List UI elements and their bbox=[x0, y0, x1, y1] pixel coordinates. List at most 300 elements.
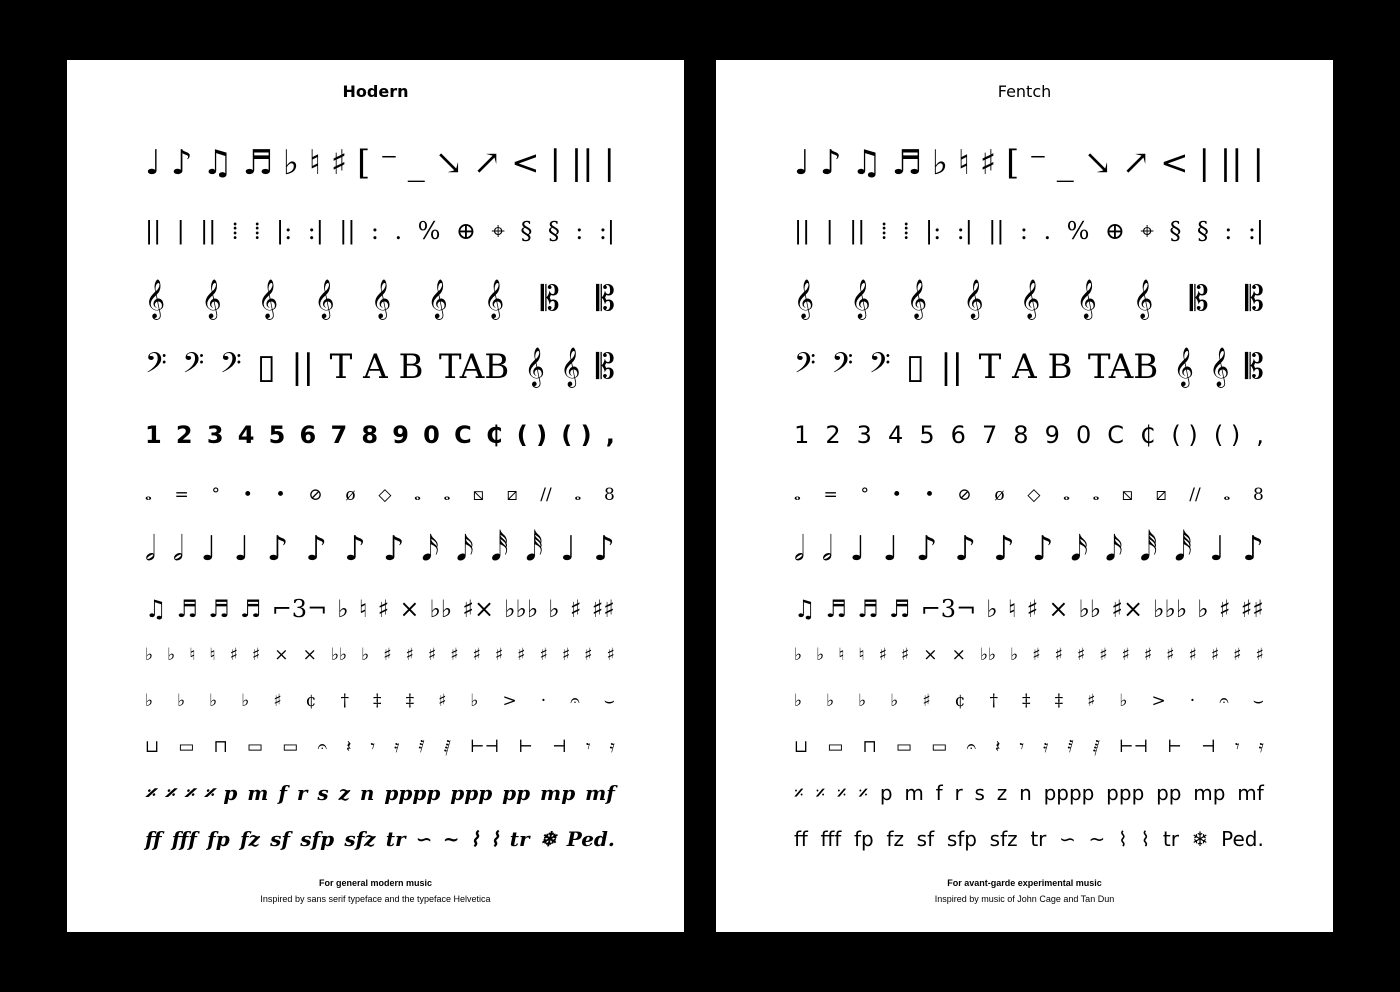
glyph: ♯ bbox=[251, 644, 261, 665]
glyph: 𝄡 bbox=[1245, 279, 1264, 319]
glyph: ♫ bbox=[202, 143, 233, 183]
glyph: sfp bbox=[946, 827, 977, 851]
sheet-title: Fentch bbox=[997, 82, 1052, 101]
glyph: ♭ bbox=[241, 690, 250, 711]
row-dynamics-2 bbox=[794, 822, 1264, 856]
glyph: 𝄞 bbox=[907, 279, 928, 319]
glyph: ⌣ bbox=[1252, 690, 1264, 711]
glyph: 𝄢 bbox=[219, 347, 242, 387]
glyph: ▯ bbox=[257, 347, 276, 387]
glyph: ♯ bbox=[1166, 644, 1175, 665]
row-notes bbox=[794, 138, 1264, 188]
glyph: ( ) bbox=[516, 421, 548, 449]
row-barlines bbox=[794, 206, 1264, 256]
glyph: 𝄾 bbox=[585, 736, 591, 757]
glyph: ⊢ bbox=[1167, 736, 1182, 757]
glyph: mp bbox=[540, 781, 576, 805]
glyph: p bbox=[223, 781, 238, 805]
glyph: ♬ bbox=[242, 143, 274, 183]
glyph: ♯ bbox=[494, 644, 504, 665]
glyph: 𝄞 bbox=[524, 347, 545, 387]
glyph: 𝄢 bbox=[145, 347, 167, 387]
glyph: ♩ bbox=[849, 529, 866, 569]
glyph: = bbox=[823, 484, 838, 505]
glyph: ♭ bbox=[1119, 690, 1128, 711]
glyph: ♩ bbox=[1209, 529, 1226, 569]
glyph: × bbox=[399, 595, 420, 623]
glyph: ♪ bbox=[993, 529, 1015, 569]
glyph: |: bbox=[925, 217, 942, 245]
glyph: ♯ bbox=[1218, 595, 1231, 623]
glyph: 𝄡 bbox=[595, 347, 615, 387]
glyph: 𝄞 bbox=[145, 279, 166, 319]
glyph: ∽ bbox=[1059, 827, 1076, 851]
glyph: ⊣ bbox=[1201, 736, 1216, 757]
glyph: ‡ bbox=[1022, 690, 1031, 711]
footer-text: Inspired by music of John Cage and Tan Dun bbox=[934, 894, 1115, 904]
glyph: ø bbox=[345, 484, 356, 505]
glyph: ♭♭ bbox=[1078, 595, 1102, 623]
glyph: 𝄿 bbox=[1258, 736, 1264, 757]
glyph: ¢ bbox=[954, 690, 966, 711]
glyph: ♭ bbox=[167, 644, 176, 665]
glyph: TAB bbox=[438, 347, 510, 387]
glyph: ♩ bbox=[233, 529, 250, 569]
glyph: 2 bbox=[825, 421, 841, 449]
glyph: ¢ bbox=[305, 690, 317, 711]
glyph: 𝅝 bbox=[1223, 484, 1231, 505]
glyph: 𝄞 bbox=[1133, 279, 1154, 319]
glyph: | bbox=[549, 143, 561, 183]
glyph: ▭ bbox=[931, 736, 948, 757]
glyph: ⁻ bbox=[380, 143, 398, 183]
glyph: ▭ bbox=[282, 736, 299, 757]
glyph: mp bbox=[1193, 781, 1226, 805]
glyph: 𝅝 bbox=[1063, 484, 1070, 505]
glyph: ⌇ bbox=[1140, 827, 1151, 851]
glyph: pppp bbox=[1043, 781, 1095, 805]
glyph: ♯ bbox=[450, 644, 459, 665]
glyph: ♪ bbox=[305, 529, 328, 569]
glyph: 𝄎 bbox=[794, 781, 804, 805]
glyph: ♯♯ bbox=[591, 595, 615, 623]
glyph: 8 bbox=[603, 484, 615, 505]
glyph: ‡ bbox=[373, 690, 382, 711]
glyph: 9 bbox=[1044, 421, 1060, 449]
glyph: ♮ bbox=[209, 644, 216, 665]
glyph: ▭ bbox=[896, 736, 913, 757]
glyph: ⊕ bbox=[455, 217, 476, 245]
glyph: ▯ bbox=[906, 347, 925, 387]
glyph: , bbox=[1256, 421, 1264, 449]
glyph: :| bbox=[1247, 217, 1264, 245]
glyph: tr bbox=[1030, 827, 1047, 851]
glyph: . bbox=[1043, 217, 1052, 245]
glyph: ♭ bbox=[145, 644, 154, 665]
glyph: 𝅘𝅥𝅰 bbox=[1139, 529, 1158, 569]
glyph: ₵ bbox=[485, 421, 503, 449]
glyph: 𝄐 bbox=[317, 736, 327, 757]
row-flags-accidentals bbox=[794, 592, 1264, 626]
glyph: † bbox=[989, 690, 998, 711]
glyph: 5 bbox=[919, 421, 935, 449]
glyph: 1 bbox=[794, 421, 810, 449]
row-accidentals-2 bbox=[145, 638, 615, 672]
glyph: 6 bbox=[950, 421, 966, 449]
glyph: m bbox=[247, 781, 269, 805]
glyph: ♮ bbox=[358, 595, 368, 623]
glyph: ♩ bbox=[560, 529, 577, 569]
glyph: 𝄎 bbox=[858, 781, 868, 805]
glyph: ♫ bbox=[145, 595, 167, 623]
glyph: 8 bbox=[361, 421, 379, 449]
row-dynamics-2 bbox=[145, 822, 615, 856]
glyph: 𝄿 bbox=[1043, 736, 1049, 757]
glyph: ♭ bbox=[794, 690, 803, 711]
glyph: 𝄡 bbox=[1189, 279, 1209, 319]
glyph: 𝅝 bbox=[414, 484, 421, 505]
sheet-title: Hodern bbox=[342, 82, 409, 101]
glyph: pppp bbox=[384, 781, 441, 805]
glyph: sfp bbox=[300, 827, 335, 851]
glyph: z bbox=[338, 781, 350, 805]
glyph: 7 bbox=[981, 421, 998, 449]
glyph: sfz bbox=[344, 827, 376, 851]
glyph: 𝄡 bbox=[540, 279, 560, 319]
glyph: ( ) bbox=[1213, 421, 1241, 449]
glyph: T A B bbox=[978, 347, 1073, 387]
glyph: ♭ bbox=[1010, 644, 1019, 665]
glyph: 𝄞 bbox=[1209, 347, 1230, 387]
glyph: > bbox=[1151, 690, 1166, 711]
glyph: ( ) bbox=[1171, 421, 1198, 449]
glyph: ♯ bbox=[1026, 595, 1039, 623]
glyph: ⊢⊣ bbox=[469, 736, 500, 757]
glyph: ° bbox=[211, 484, 220, 505]
glyph: ♮ bbox=[838, 644, 845, 665]
glyph: ♪ bbox=[1031, 529, 1054, 569]
glyph: ↘ bbox=[434, 143, 464, 183]
glyph: || bbox=[988, 217, 1005, 245]
glyph: † bbox=[340, 690, 349, 711]
glyph-grid bbox=[145, 138, 615, 868]
glyph: TAB bbox=[1087, 347, 1159, 387]
glyph: 0 bbox=[1075, 421, 1092, 449]
glyph: 𝄞 bbox=[371, 279, 392, 319]
glyph: ♯♯ bbox=[1240, 595, 1264, 623]
glyph: || bbox=[200, 217, 217, 245]
glyph: ⁞ bbox=[231, 217, 239, 245]
glyph: § bbox=[1196, 217, 1209, 245]
glyph: :| bbox=[956, 217, 973, 245]
glyph: 𝄽 bbox=[995, 736, 1001, 757]
glyph: 𝄎 bbox=[203, 781, 214, 805]
glyph: | bbox=[1252, 143, 1264, 183]
glyph: ⌇ bbox=[489, 827, 500, 851]
glyph: mf bbox=[585, 781, 615, 805]
glyph: f bbox=[935, 781, 943, 805]
glyph: 𝅝 bbox=[145, 484, 152, 505]
glyph: ♬ bbox=[240, 595, 262, 623]
hodern-sheet bbox=[67, 60, 684, 932]
glyph: = bbox=[174, 484, 189, 505]
glyph: ♭ bbox=[548, 595, 560, 623]
glyph: · bbox=[1189, 690, 1196, 711]
glyph: // bbox=[1189, 484, 1201, 505]
glyph: ⁞ bbox=[880, 217, 888, 245]
glyph: ♯ bbox=[900, 644, 910, 665]
glyph: ♭ bbox=[794, 644, 803, 665]
glyph: ♬ bbox=[176, 595, 199, 623]
glyph: ‡ bbox=[405, 690, 415, 711]
glyph: r bbox=[954, 781, 963, 805]
glyph: § bbox=[520, 217, 533, 245]
glyph: ⊓ bbox=[213, 736, 228, 757]
glyph: ♯ bbox=[427, 644, 437, 665]
glyph: // bbox=[540, 484, 552, 505]
glyph: ° bbox=[860, 484, 869, 505]
glyph: ‡ bbox=[1054, 690, 1064, 711]
glyph: × bbox=[923, 644, 938, 665]
glyph: || bbox=[145, 217, 162, 245]
glyph: 𝄞 bbox=[1020, 279, 1041, 319]
row-digits bbox=[794, 410, 1264, 460]
glyph: ◇ bbox=[378, 484, 392, 505]
glyph: ⌐3¬ bbox=[271, 595, 328, 623]
footer-heading: For avant-garde experimental music bbox=[947, 878, 1102, 888]
glyph: ~ bbox=[1088, 827, 1106, 851]
glyph: ♯ bbox=[606, 644, 615, 665]
glyph: ♪ bbox=[819, 143, 842, 183]
row-barlines bbox=[145, 206, 615, 256]
glyph: 𝅀 bbox=[418, 736, 425, 757]
glyph: ♭ bbox=[209, 690, 218, 711]
glyph: ♩ bbox=[882, 529, 899, 569]
glyph: • bbox=[891, 484, 902, 505]
glyph: tr bbox=[1162, 827, 1179, 851]
glyph: 𝄡 bbox=[1244, 347, 1264, 387]
glyph: ⊓ bbox=[862, 736, 877, 757]
glyph: 𝅁 bbox=[443, 736, 451, 757]
glyph: ( ) bbox=[561, 421, 592, 449]
glyph: ♭ bbox=[931, 143, 948, 183]
glyph: ♯ bbox=[539, 644, 548, 665]
glyph: 𝄾 bbox=[370, 736, 375, 757]
row-bass bbox=[145, 342, 615, 392]
glyph: ♯ bbox=[561, 644, 571, 665]
glyph: 0 bbox=[423, 421, 440, 449]
glyph: fp bbox=[207, 827, 230, 851]
glyph: ♪ bbox=[344, 529, 366, 569]
glyph: ₵ bbox=[1140, 421, 1156, 449]
glyph: 𝄞 bbox=[314, 279, 335, 319]
glyph: 𝄞 bbox=[560, 347, 581, 387]
glyph: 4 bbox=[887, 421, 904, 449]
glyph: | bbox=[825, 217, 834, 245]
glyph: : bbox=[370, 217, 380, 245]
glyph: 3 bbox=[206, 421, 224, 449]
glyph: ♭♭ bbox=[429, 595, 453, 623]
glyph: ♭ bbox=[470, 690, 479, 711]
glyph: 𝄎 bbox=[836, 781, 847, 805]
glyph: 𝅘𝅥𝅯 bbox=[1105, 529, 1123, 569]
glyph: 𝅁 bbox=[1092, 736, 1100, 757]
glyph: ⌣ bbox=[603, 690, 615, 711]
glyph: ♪ bbox=[382, 529, 405, 569]
glyph: sf bbox=[916, 827, 935, 851]
glyph: Ped. bbox=[566, 827, 615, 851]
glyph: 𝄢 bbox=[794, 347, 816, 387]
glyph: pp bbox=[1156, 781, 1182, 805]
glyph: ♯ bbox=[383, 644, 392, 665]
glyph: ♯ bbox=[273, 690, 282, 711]
glyph: ♯ bbox=[1143, 644, 1153, 665]
glyph: r bbox=[296, 781, 308, 805]
glyph: ♭ bbox=[177, 690, 186, 711]
glyph: 6 bbox=[299, 421, 317, 449]
glyph: 𝄞 bbox=[258, 279, 279, 319]
glyph: ⧄ bbox=[1155, 484, 1167, 505]
glyph: 𝄐 bbox=[1219, 690, 1229, 711]
glyph: ♭ bbox=[361, 644, 370, 665]
glyph: ff bbox=[145, 827, 162, 851]
glyph: ♫ bbox=[851, 143, 882, 183]
glyph: ♯ bbox=[405, 644, 414, 665]
glyph: ♪ bbox=[266, 529, 289, 569]
glyph: × bbox=[274, 644, 289, 665]
glyph: ❄ bbox=[1191, 827, 1209, 851]
glyph: ♯ bbox=[1032, 644, 1041, 665]
footer-text: Inspired by sans serif typeface and the typeface Helvetica bbox=[260, 894, 491, 904]
glyph: 𝅀 bbox=[1067, 736, 1074, 757]
glyph: :| bbox=[598, 217, 615, 245]
row-accidentals-2 bbox=[794, 638, 1264, 672]
glyph: ♪ bbox=[170, 143, 193, 183]
glyph: 𝄾 bbox=[1019, 736, 1024, 757]
glyph: ⊘ bbox=[308, 484, 323, 505]
glyph: 𝄞 bbox=[1076, 279, 1097, 319]
glyph: • bbox=[275, 484, 286, 505]
glyph: 7 bbox=[330, 421, 348, 449]
glyph: || bbox=[849, 217, 866, 245]
glyph: : bbox=[1224, 217, 1233, 245]
glyph: ♬ bbox=[208, 595, 230, 623]
glyph: sfz bbox=[989, 827, 1018, 851]
glyph: 𝅘𝅥𝅯 bbox=[421, 529, 440, 569]
glyph: fp bbox=[853, 827, 874, 851]
glyph: 𝅗𝅥 bbox=[794, 529, 805, 569]
glyph: ♯ bbox=[472, 644, 481, 665]
glyph: 5 bbox=[268, 421, 286, 449]
glyph: 𝅘𝅥𝅯 bbox=[456, 529, 474, 569]
glyph: || bbox=[339, 217, 356, 245]
glyph: || bbox=[1219, 143, 1243, 183]
glyph: s bbox=[317, 781, 329, 805]
glyph: ♯ bbox=[438, 690, 447, 711]
glyph: 2 bbox=[175, 421, 193, 449]
glyph: ⊕ bbox=[1104, 217, 1125, 245]
glyph: % bbox=[1066, 217, 1090, 245]
glyph: ⊔ bbox=[794, 736, 809, 757]
row-dynamics-1 bbox=[794, 776, 1264, 810]
glyph: ♯ bbox=[330, 143, 348, 183]
glyph: : bbox=[575, 217, 584, 245]
glyph: ♮ bbox=[957, 143, 970, 183]
glyph: ↗ bbox=[1121, 143, 1151, 183]
glyph: 3 bbox=[856, 421, 872, 449]
row-dynamics-1 bbox=[145, 776, 615, 810]
glyph: ♯× bbox=[462, 595, 495, 623]
glyph: ø bbox=[994, 484, 1005, 505]
glyph: , bbox=[605, 421, 615, 449]
glyph: ♭♭♭ bbox=[1153, 595, 1188, 623]
glyph: ∽ bbox=[415, 827, 433, 851]
glyph: 𝄽 bbox=[346, 736, 352, 757]
glyph: f bbox=[278, 781, 287, 805]
glyph: tr bbox=[385, 827, 406, 851]
glyph: 𝄎 bbox=[145, 781, 155, 805]
glyph: × bbox=[302, 644, 317, 665]
glyph: | bbox=[603, 143, 615, 183]
glyph: _ bbox=[1056, 143, 1074, 183]
glyph: ♩ bbox=[794, 143, 811, 183]
glyph: 1 bbox=[145, 421, 162, 449]
glyph: 9 bbox=[392, 421, 409, 449]
row-rests bbox=[794, 730, 1264, 764]
row-stems bbox=[794, 524, 1264, 574]
glyph: ♫ bbox=[794, 595, 816, 623]
glyph: ↘ bbox=[1083, 143, 1113, 183]
row-clefs bbox=[145, 274, 615, 324]
glyph: s bbox=[974, 781, 985, 805]
glyph: 𝄞 bbox=[484, 279, 505, 319]
glyph: ⁻ bbox=[1029, 143, 1047, 183]
glyph: 𝄐 bbox=[570, 690, 580, 711]
glyph: ⌐3¬ bbox=[920, 595, 977, 623]
glyph: ♭ bbox=[826, 690, 835, 711]
glyph: 𝄢 bbox=[182, 347, 205, 387]
glyph: 𝄞 bbox=[850, 279, 871, 319]
glyph: 𝅝 bbox=[574, 484, 582, 505]
glyph: 𝅘𝅥𝅰 bbox=[525, 529, 544, 569]
glyph: 𝄡 bbox=[596, 279, 615, 319]
row-flags-accidentals bbox=[145, 592, 615, 626]
glyph: sf bbox=[270, 827, 291, 851]
glyph: 𝄐 bbox=[966, 736, 976, 757]
glyph: :| bbox=[307, 217, 324, 245]
glyph: 8 bbox=[1013, 421, 1029, 449]
glyph: || bbox=[794, 217, 811, 245]
glyph: ♯ bbox=[878, 644, 887, 665]
glyph: ♮ bbox=[1007, 595, 1017, 623]
glyph: ▭ bbox=[827, 736, 844, 757]
glyph: ◇ bbox=[1027, 484, 1041, 505]
glyph: fz bbox=[239, 827, 260, 851]
glyph: ♯ bbox=[1076, 644, 1086, 665]
glyph: fff bbox=[171, 827, 197, 851]
glyph: 𝄞 bbox=[963, 279, 984, 319]
glyph: ♬ bbox=[889, 595, 911, 623]
glyph: ❄ bbox=[539, 827, 557, 851]
row-clefs bbox=[794, 274, 1264, 324]
glyph: 𝅗𝅥 bbox=[145, 529, 156, 569]
glyph: ff bbox=[794, 827, 808, 851]
glyph: mf bbox=[1237, 781, 1264, 805]
glyph: pp bbox=[502, 781, 531, 805]
glyph: ♯ bbox=[517, 644, 526, 665]
glyph: ♪ bbox=[954, 529, 977, 569]
glyph: 4 bbox=[237, 421, 255, 449]
